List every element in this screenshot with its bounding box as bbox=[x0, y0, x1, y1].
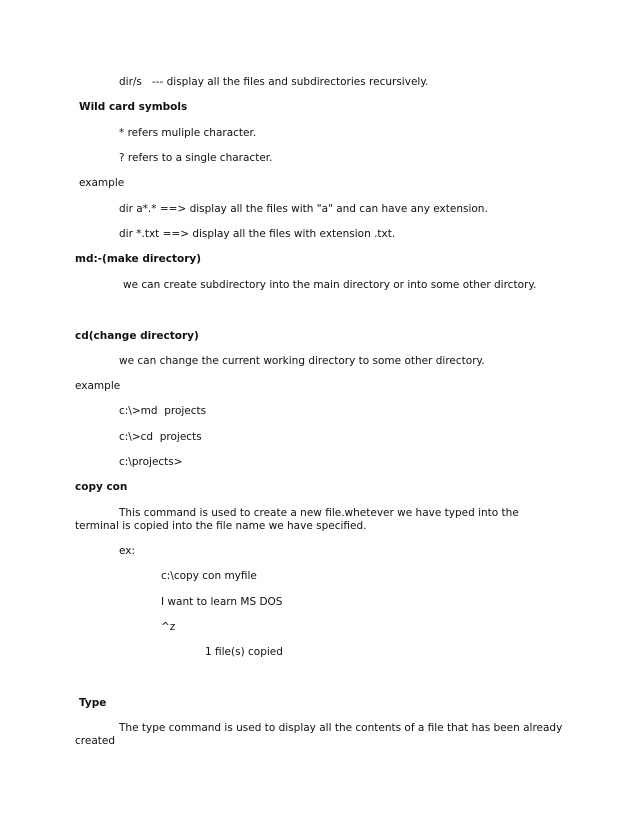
text-line: The type command is used to display all the contents of a file that has been already bbox=[119, 722, 563, 734]
section-heading: Wild card symbols bbox=[79, 101, 188, 113]
text-line: example bbox=[75, 380, 121, 392]
text-line: terminal is copied into the file name we have specified. bbox=[75, 520, 367, 532]
text-line: ? refers to a single character. bbox=[119, 152, 273, 164]
text-line: * refers muliple character. bbox=[119, 127, 257, 139]
text-line: dir *.txt ==> display all the files with extension .txt. bbox=[119, 228, 396, 240]
section-heading: Type bbox=[79, 697, 107, 709]
section-heading: cd(change directory) bbox=[75, 330, 199, 342]
text-line: ^z bbox=[161, 621, 176, 633]
text-line: created bbox=[75, 735, 115, 747]
text-line: c:\>cd projects bbox=[119, 431, 202, 443]
text-line: 1 file(s) copied bbox=[205, 646, 283, 658]
text-line: ex: bbox=[119, 545, 136, 557]
text-line: example bbox=[79, 177, 125, 189]
text-line: c:\copy con myfile bbox=[161, 570, 257, 582]
text-line: dir a*.* ==> display all the files with "a" and can have any extension. bbox=[119, 203, 488, 215]
text-line: I want to learn MS DOS bbox=[161, 596, 283, 608]
text-line: c:\>md projects bbox=[119, 405, 207, 417]
text-line: This command is used to create a new file.whetever we have typed into the bbox=[119, 507, 519, 519]
section-heading: md:-(make directory) bbox=[75, 253, 202, 265]
text-line: we can change the current working directory to some other directory. bbox=[119, 355, 485, 367]
text-line: dir/s --- display all the files and subdirectories recursively. bbox=[119, 76, 429, 88]
text-line: c:\projects> bbox=[119, 456, 183, 468]
section-heading: copy con bbox=[75, 481, 128, 493]
text-line: we can create subdirectory into the main directory or into some other dirctory. bbox=[123, 279, 537, 291]
